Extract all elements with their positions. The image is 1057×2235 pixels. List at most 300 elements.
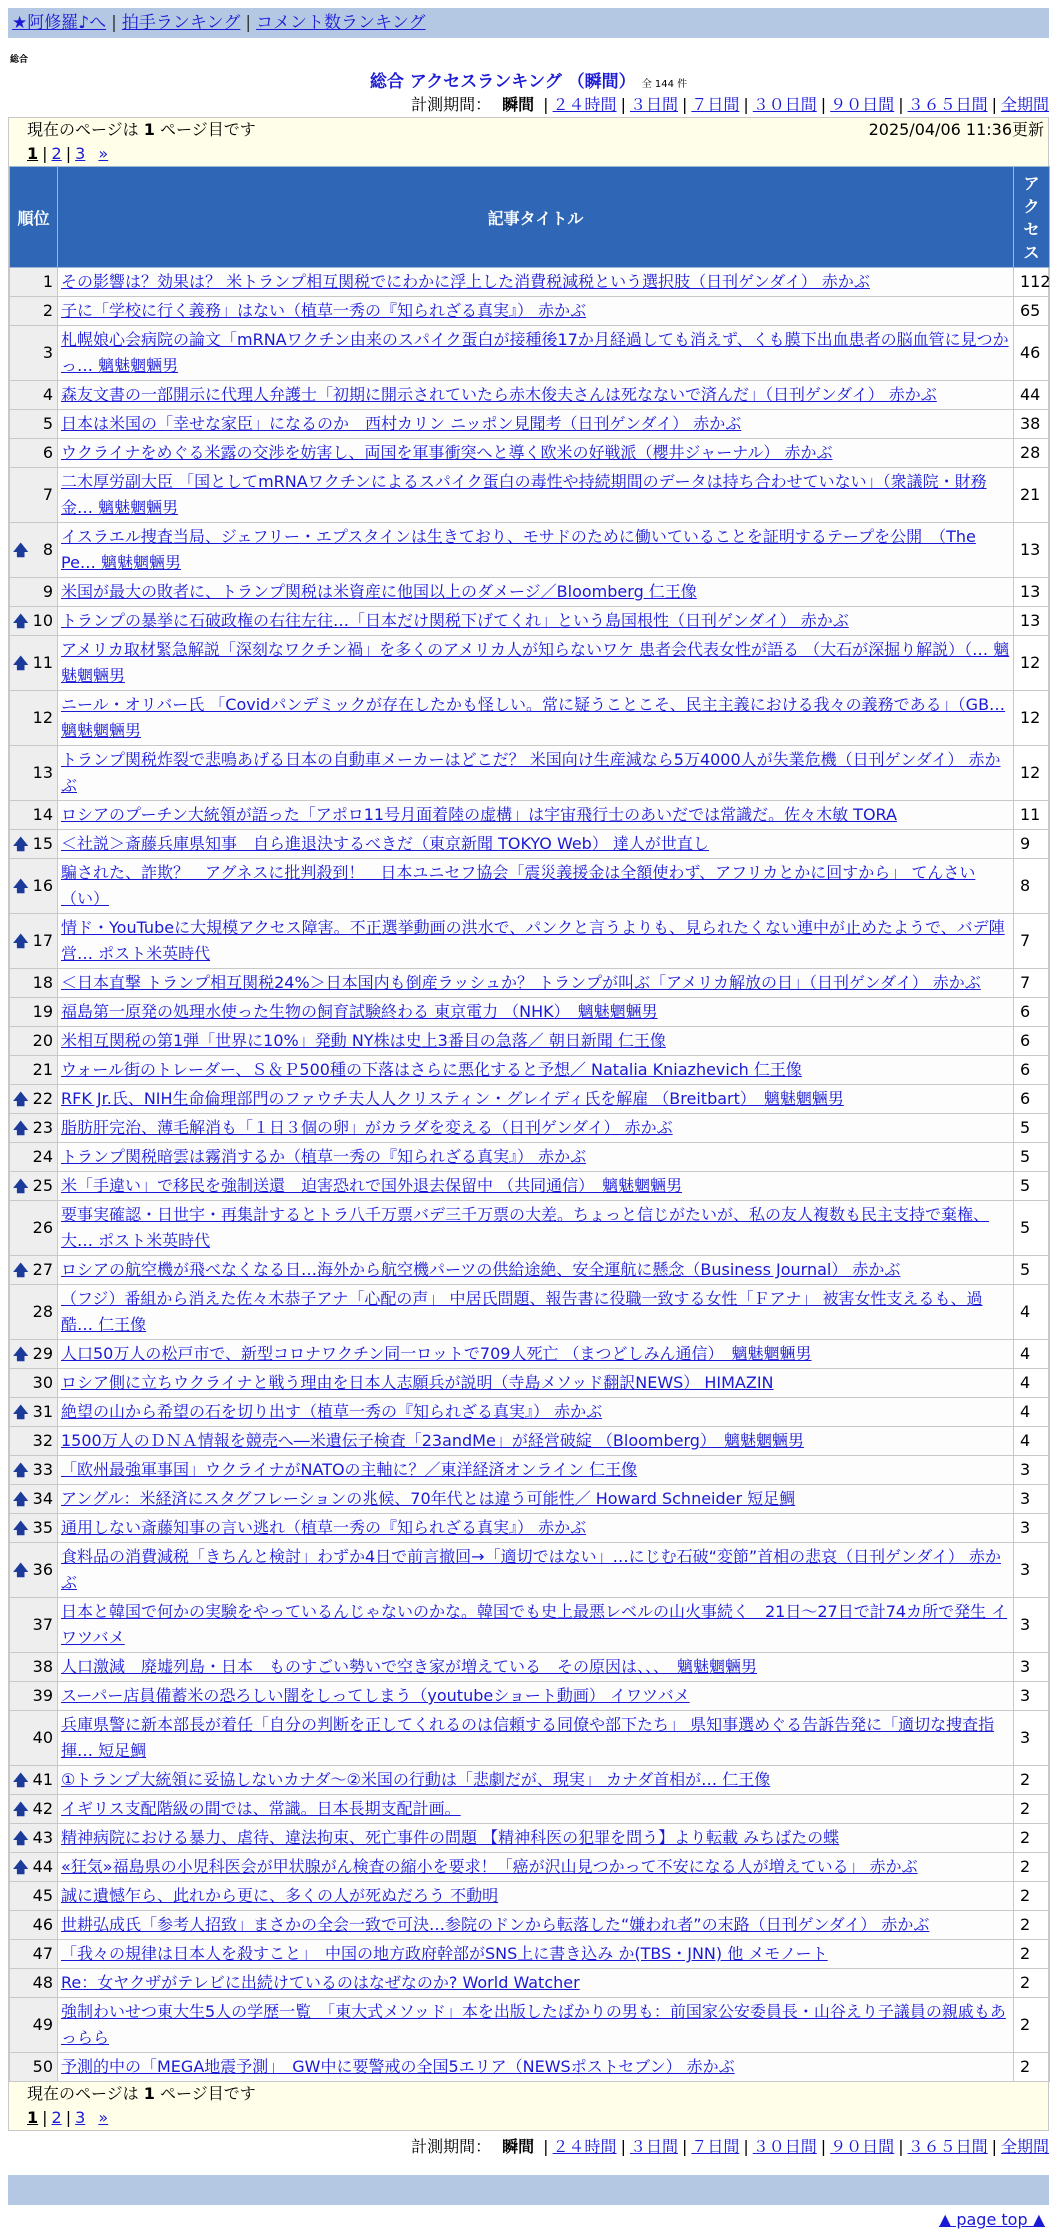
period-link[interactable]: ３日間: [629, 2137, 678, 2156]
rank-cell: [10, 2053, 58, 2082]
title-cell: [58, 1427, 1014, 1456]
rank-number: 49: [32, 2015, 53, 2034]
rank-cell: [10, 1598, 58, 1653]
up-arrow-icon: 🡅: [13, 877, 29, 895]
table-row: [10, 523, 1050, 578]
up-arrow-icon: 🡅: [13, 1177, 29, 1195]
up-arrow-icon: 🡅: [13, 1490, 29, 1508]
rank-cell: [10, 381, 58, 410]
article-link[interactable]: 子に「学校に行く義務」はない（植草一秀の『知られざる真実』） 赤かぶ: [61, 301, 587, 320]
next-page-link[interactable]: »: [98, 144, 109, 163]
page-link[interactable]: 2: [51, 144, 62, 163]
article-link[interactable]: 日本は米国の「幸せな家臣」になるのか 西村カリン ニッポン見聞考（日刊ゲンダイ） 赤かぶ: [61, 414, 742, 433]
rank-cell: [10, 969, 58, 998]
article-link[interactable]: ウォール街のトレーダー、Ｓ＆Ｐ500種の下落はさらに悪化すると予想／ Natalia Kniazhevich 仁王像: [61, 1060, 802, 1079]
article-link[interactable]: 騙された、詐欺？ アグネスに批判殺到！ 日本ユニセフ協会「震災義援金は全額使わず、アフリカとかに回すから」 てんさい（い）: [61, 863, 976, 908]
period-link[interactable]: 全期間: [1000, 2137, 1049, 2156]
footer-bar: [8, 2175, 1049, 2205]
article-link[interactable]: 予測的中の「MEGA地震予測」 GW中に要警戒の全国5エリア（NEWSポストセブン） 赤かぶ: [61, 2057, 735, 2076]
rank-number: 7: [42, 485, 53, 504]
title-cell: [58, 1598, 1014, 1653]
access-count: 2: [1014, 1911, 1050, 1940]
title-cell: [58, 1143, 1014, 1172]
article-link[interactable]: 米国が最大の敗者に、トランプ関税は米資産に他国以上のダメージ／Bloomberg 仁王像: [61, 582, 697, 601]
article-link[interactable]: ロシアの航空機が飛べなくなる日…海外から航空機パーツの供給途絶、安全運航に懸念（Business Journal） 赤かぶ: [61, 1260, 901, 1279]
home-link[interactable]: ★阿修羅♪へ: [12, 13, 107, 33]
title-cell: [58, 1682, 1014, 1711]
access-count: 2: [1014, 1998, 1050, 2053]
rank-number: 50: [32, 2057, 53, 2076]
access-count: 2: [1014, 1969, 1050, 1998]
rank-number: 37: [32, 1615, 53, 1634]
access-count: 3: [1014, 1485, 1050, 1514]
access-count: 13: [1014, 578, 1050, 607]
page-current: 1: [27, 2108, 39, 2127]
separator: |: [898, 2137, 904, 2156]
page-link[interactable]: 2: [51, 2108, 62, 2127]
rank-cell: [10, 636, 58, 691]
access-count: 4: [1014, 1369, 1050, 1398]
rank-number: 30: [32, 1373, 53, 1392]
separator: |: [898, 95, 904, 114]
access-count: 5: [1014, 1256, 1050, 1285]
rank-cell: [10, 1998, 58, 2053]
article-link[interactable]: 情ド・YouTubeに大規模アクセス障害。不正選挙動画の洪水で、パンクと言うよりも、見られたくない連中が止めたようで、バデ陣営… ポスト米英時代: [61, 918, 1005, 963]
table-row: [10, 691, 1050, 746]
rank-number: 6: [42, 443, 53, 462]
table-row: [10, 801, 1050, 830]
article-link[interactable]: «狂気»福島県の小児科医会が甲状腺がん検査の縮小を要求！「癌が沢山見つかって不安になる人が増えている」 赤かぶ: [61, 1857, 918, 1876]
table-row: [10, 1085, 1050, 1114]
title-cell: [58, 1369, 1014, 1398]
access-count: 4: [1014, 1427, 1050, 1456]
rank-cell: [10, 1427, 58, 1456]
table-row: [10, 969, 1050, 998]
title-cell: [58, 1172, 1014, 1201]
table-row: [10, 1824, 1050, 1853]
period-link[interactable]: ３日間: [629, 95, 678, 114]
rank-number: 16: [32, 876, 53, 895]
rank-number: 18: [32, 973, 53, 992]
rank-cell: [10, 1824, 58, 1853]
access-count: 65: [1014, 297, 1050, 326]
table-row: [10, 1285, 1050, 1340]
article-link[interactable]: 食料品の消費減税「きちんと検討」わずか4日で前言撤回→「適切ではない」…にじむ石破“変節”首相の悲哀（日刊ゲンダイ） 赤かぶ: [61, 1547, 1001, 1592]
separator: |: [743, 95, 749, 114]
article-link[interactable]: 世耕弘成氏「参考人招致」まさかの全会一致で可決…参院のドンから転落した“嫌われ者”の末路（日刊ゲンダイ） 赤かぶ: [61, 1915, 930, 1934]
title-cell: [58, 1256, 1014, 1285]
table-row: [10, 1027, 1050, 1056]
table-row: [10, 326, 1050, 381]
title-cell: [58, 1766, 1014, 1795]
article-link[interactable]: 人口50万人の松戸市で、新型コロナワクチン同一ロットで709人死亡 （まつどしみん通信） 魑魅魍魎男: [61, 1344, 812, 1363]
title-cell: [58, 1940, 1014, 1969]
title-cell: [58, 381, 1014, 410]
rank-number: 36: [32, 1560, 53, 1579]
rank-cell: [10, 801, 58, 830]
rank-cell: [10, 1285, 58, 1340]
applause-ranking-link[interactable]: 拍手ランキング: [121, 13, 241, 33]
article-link[interactable]: 米相互関税の第1弾「世界に10%」発動 NY株は史上3番目の急落／ 朝日新聞 仁王像: [61, 1031, 666, 1050]
access-count: 5: [1014, 1172, 1050, 1201]
rank-cell: [10, 1969, 58, 1998]
table-row: [10, 1485, 1050, 1514]
rank-number: 29: [32, 1344, 53, 1363]
up-arrow-icon: 🡅: [13, 1519, 29, 1537]
article-link[interactable]: アメリカ取材緊急解説「深刻なワクチン禍」を多くのアメリカ人が知らないワケ 患者会代表女性が語る （大石が深掘り解説）（… 魑魅魍魎男: [61, 640, 1010, 685]
title-cell: [58, 1824, 1014, 1853]
access-count: 13: [1014, 523, 1050, 578]
title-cell: [58, 268, 1014, 297]
separator: |: [991, 95, 997, 114]
period-link[interactable]: ２４時間: [552, 95, 617, 114]
article-link[interactable]: 日本と韓国で何かの実験をやっているんじゃないのかな。韓国でも史上最悪レベルの山火事続く 21日〜27日で計74カ所で発生 イワツバメ: [61, 1602, 1008, 1647]
current-page-text: 現在のページは 1 ページ目です: [27, 120, 256, 139]
rank-number: 45: [32, 1886, 53, 1905]
rank-number: 8: [42, 540, 53, 559]
table-row: [10, 1256, 1050, 1285]
table-row: [10, 1456, 1050, 1485]
article-link[interactable]: Re：女ヤクザがテレビに出続けているのはなぜなのか? World Watcher: [61, 1973, 580, 1992]
rank-cell: [10, 1114, 58, 1143]
access-count: 46: [1014, 326, 1050, 381]
rank-number: 25: [32, 1176, 53, 1195]
article-link[interactable]: スーパー店員備蓄米の恐ろしい闇をしってしまう（youtubeショート動画） イワツバメ: [61, 1686, 690, 1705]
article-link[interactable]: 1500万人のＤＮＡ情報を競売へ―米遺伝子検査「23andMe」が経営破綻 （Bloomberg） 魑魅魍魎男: [61, 1431, 804, 1450]
article-link[interactable]: 脂肪肝完治、薄毛解消も「１日３個の卵」がカラダを変える（日刊ゲンダイ） 赤かぶ: [61, 1118, 673, 1137]
page-link[interactable]: 3: [75, 144, 86, 163]
period-link[interactable]: ９０日間: [830, 2137, 895, 2156]
rank-cell: [10, 297, 58, 326]
access-header: アクセス: [1014, 167, 1050, 268]
rank-cell: [10, 1456, 58, 1485]
rank-number: 1: [42, 272, 53, 291]
up-arrow-icon: 🡅: [13, 1771, 29, 1789]
article-link[interactable]: 絶望の山から希望の石を切り出す（植草一秀の『知られざる真実』） 赤かぶ: [61, 1402, 603, 1421]
title-cell: [58, 746, 1014, 801]
title-cell: [58, 1543, 1014, 1598]
title-cell: [58, 1853, 1014, 1882]
article-link[interactable]: 誠に遺憾乍ら、此れから更に、多くの人が死ぬだろう 不動明: [61, 1886, 499, 1905]
article-link[interactable]: 人口激減 廃墟列島・日本 ものすごい勢いで空き家が増えている その原因は、、、 魑魅魍魎男: [61, 1657, 758, 1676]
rank-cell: [10, 439, 58, 468]
title-cell: [58, 1456, 1014, 1485]
separator: |: [620, 2137, 626, 2156]
rank-number: 26: [32, 1218, 53, 1237]
rank-cell: [10, 1911, 58, 1940]
rank-number: 31: [32, 1402, 53, 1421]
article-link[interactable]: 兵庫県警に新本部長が着任「自分の判断を正してくれるのは信頼する同僚や部下たち」 県知事選めぐる告訴告発に「適切な捜査指揮… 短足鯛: [61, 1715, 995, 1760]
table-row: [10, 859, 1050, 914]
rank-cell: [10, 998, 58, 1027]
rank-number: 38: [32, 1657, 53, 1676]
rank-cell: [10, 1682, 58, 1711]
access-count: 21: [1014, 468, 1050, 523]
article-link[interactable]: 通用しない斎藤知事の言い逃れ（植草一秀の『知られざる真実』） 赤かぶ: [61, 1518, 587, 1537]
access-count: 12: [1014, 746, 1050, 801]
access-count: 9: [1014, 830, 1050, 859]
title-cell: [58, 1027, 1014, 1056]
rank-cell: [10, 410, 58, 439]
page-info-top: [9, 118, 1048, 166]
article-link[interactable]: 「欧州最強軍事国」ウクライナがNATOの主軸に？／東洋経済オンライン 仁王像: [61, 1460, 638, 1479]
up-arrow-icon: 🡅: [13, 612, 29, 630]
period-current: 瞬間: [502, 95, 535, 114]
table-row: [10, 578, 1050, 607]
title-cell: [58, 969, 1014, 998]
rank-number: 44: [32, 1857, 53, 1876]
title-cell: [58, 1485, 1014, 1514]
rank-cell: [10, 268, 58, 297]
period-link[interactable]: ２４時間: [552, 2137, 617, 2156]
rank-cell: [10, 1711, 58, 1766]
article-link[interactable]: ①トランプ大統領に妥協しないカナダ〜②米国の行動は「悲劇だが、現実」 カナダ首相が… 仁王像: [61, 1770, 771, 1789]
access-count: 2: [1014, 1882, 1050, 1911]
rank-number: 21: [32, 1060, 53, 1079]
access-count: 2: [1014, 1795, 1050, 1824]
access-count: 28: [1014, 439, 1050, 468]
up-arrow-icon: 🡅: [13, 1561, 29, 1579]
separator: |: [991, 2137, 997, 2156]
article-link[interactable]: ロシア側に立ちウクライナと戦う理由を日本人志願兵が説明（寺島メソッド翻訳NEWS） HIMAZIN: [61, 1373, 774, 1392]
rank-cell: [10, 1940, 58, 1969]
comment-ranking-link[interactable]: コメント数ランキング: [256, 13, 426, 33]
article-link[interactable]: ＜社説＞斎藤兵庫県知事 自ら進退決するべきだ（東京新聞 TOKYO Web） 達人が世直し: [61, 834, 709, 853]
table-row: [10, 1114, 1050, 1143]
article-link[interactable]: トランプ関税炸裂で悲鳴あげる日本の自動車メーカーはどこだ？ 米国向け生産減なら5万4000人が失業危機（日刊ゲンダイ） 赤かぶ: [61, 750, 1001, 795]
page-info-bottom: [9, 2082, 1048, 2130]
page-link[interactable]: 3: [75, 2108, 86, 2127]
separator: |: [111, 13, 117, 33]
access-count: 3: [1014, 1456, 1050, 1485]
title-cell: [58, 1514, 1014, 1543]
rank-number: 5: [42, 414, 53, 433]
access-count: 44: [1014, 381, 1050, 410]
rank-cell: [10, 1543, 58, 1598]
separator: |: [543, 95, 549, 114]
table-row: [10, 636, 1050, 691]
article-link[interactable]: RFK Jr.氏、NIH生命倫理部門のファウチ夫人人クリスティン・グレイディ氏を解雇 （Breitbart） 魑魅魍魎男: [61, 1089, 844, 1108]
rank-cell: [10, 1882, 58, 1911]
title-cell: [58, 607, 1014, 636]
article-link[interactable]: その影響は？効果は？ 米トランプ相互関税でにわかに浮上した消費税減税という選択肢（日刊ゲンダイ） 赤かぶ: [61, 272, 870, 291]
article-link[interactable]: 要事実確認・日世宇・再集計するとトラ八千万票バデ三千万票の大差。ちょっと信じがたいが、私の友人複数も民主支持で棄権、大… ポスト米英時代: [61, 1205, 990, 1250]
up-arrow-icon: 🡅: [13, 835, 29, 853]
page-current: 1: [27, 144, 39, 163]
table-row: [10, 1427, 1050, 1456]
title-cell: [58, 1998, 1014, 2053]
page-title: [8, 71, 1049, 93]
rank-number: 47: [32, 1944, 53, 1963]
title-cell: [58, 468, 1014, 523]
period-links: [539, 95, 1049, 114]
table-row: [10, 746, 1050, 801]
period-link[interactable]: ７日間: [691, 95, 740, 114]
article-link[interactable]: ウクライナをめぐる米露の交渉を妨害し、両国を軍事衝突へと導く欧米の好戦派（櫻井ジャーナル） 赤かぶ: [61, 443, 833, 462]
up-arrow-icon: 🡅: [13, 1119, 29, 1137]
rank-number: 35: [32, 1518, 53, 1537]
rank-cell: [10, 1085, 58, 1114]
access-count: 3: [1014, 1543, 1050, 1598]
rank-number: 28: [32, 1302, 53, 1321]
rank-cell: [10, 1256, 58, 1285]
table-row: [10, 1969, 1050, 1998]
table-row: [10, 1598, 1050, 1653]
page-top-link[interactable]: ▲ page top ▲: [938, 2210, 1045, 2229]
access-count: 8: [1014, 859, 1050, 914]
rank-number: 11: [32, 653, 53, 672]
period-link[interactable]: ７日間: [691, 2137, 740, 2156]
separator: |: [620, 95, 626, 114]
article-link[interactable]: 二木厚労副大臣 「国としてmRNAワクチンによるスパイク蛋白の毒性や持続期間のデータは持ち合わせていない」（衆議院・財務金… 魑魅魍魎男: [61, 472, 987, 517]
rank-cell: [10, 830, 58, 859]
title-cell: [58, 523, 1014, 578]
rank-number: 23: [32, 1118, 53, 1137]
rank-cell: [10, 607, 58, 636]
period-label: 計測期間：: [411, 95, 492, 114]
up-arrow-icon: 🡅: [13, 1261, 29, 1279]
article-link[interactable]: トランプの暴挙に石破政権の右往左往…「日本だけ関税下げてくれ」という島国根性（日刊ゲンダイ） 赤かぶ: [61, 611, 849, 630]
article-link[interactable]: 札幌娘心会病院の論文「mRNAワクチン由来のスパイク蛋白が接種後17か月経過しても消えず、くも膜下出血患者の脳血管に見つかっ… 魑魅魍魎男: [61, 330, 1009, 375]
access-count: 7: [1014, 914, 1050, 969]
title-cell: [58, 1085, 1014, 1114]
title-cell: [58, 914, 1014, 969]
separator: |: [820, 95, 827, 114]
rank-cell: [10, 1485, 58, 1514]
up-arrow-icon: 🡅: [13, 1461, 29, 1479]
rank-cell: [10, 1853, 58, 1882]
table-row: [10, 439, 1050, 468]
title-cell: [58, 1795, 1014, 1824]
access-count: 3: [1014, 1598, 1050, 1653]
title-cell: [58, 1201, 1014, 1256]
article-link[interactable]: 強制わいせつ東大生5人の学歴一覧 「東大式メソッド」本を出版したばかりの男も：前国家公安委員長・山谷えり子議員の親戚もあっらら: [61, 2002, 1006, 2047]
separator: |: [65, 144, 72, 163]
separator: |: [681, 2137, 688, 2156]
rank-number: 2: [42, 301, 53, 320]
title-cell: [58, 636, 1014, 691]
title-cell: [58, 1969, 1014, 1998]
period-link[interactable]: ９０日間: [830, 95, 895, 114]
page-top-row: [8, 2205, 1049, 2235]
separator: |: [543, 2137, 549, 2156]
title-cell: [58, 297, 1014, 326]
rank-cell: [10, 859, 58, 914]
separator: |: [681, 95, 688, 114]
article-link[interactable]: 福島第一原発の処理水使った生物の飼育試験終わる 東京電力 （NHK） 魑魅魍魎男: [61, 1002, 658, 1021]
pagination: [27, 142, 1044, 166]
title-cell: [58, 1398, 1014, 1427]
article-link[interactable]: 米「手違い」で移民を強制送還 迫害恐れで国外退去保留中 （共同通信） 魑魅魍魎男: [61, 1176, 683, 1195]
period-link[interactable]: ３６５日間: [907, 2137, 988, 2156]
access-count: 3: [1014, 1514, 1050, 1543]
access-count: 4: [1014, 1340, 1050, 1369]
rank-number: 4: [42, 385, 53, 404]
rank-cell: [10, 1398, 58, 1427]
access-count: 3: [1014, 1682, 1050, 1711]
access-count: 2: [1014, 1853, 1050, 1882]
title-cell: [58, 1882, 1014, 1911]
separator: |: [42, 2108, 48, 2127]
article-link[interactable]: 「我々の規律は日本人を殺すこと」 中国の地方政府幹部がSNS上に書き込み か(TBS・JNN) 他 メモノート: [61, 1944, 828, 1963]
rank-number: 32: [32, 1431, 53, 1450]
table-row: [10, 1653, 1050, 1682]
rank-number: 24: [32, 1147, 53, 1166]
title-cell: [58, 1114, 1014, 1143]
period-link[interactable]: ３０日間: [752, 95, 817, 114]
current-page-text: 現在のページは 1 ページ目です: [27, 2084, 256, 2103]
article-link[interactable]: ＜日本直撃 トランプ相互関税24%＞日本国内も倒産ラッシュか？ トランプが叫ぶ「アメリカ解放の日」（日刊ゲンダイ） 赤かぶ: [61, 973, 981, 992]
access-count: 3: [1014, 1653, 1050, 1682]
rank-number: 3: [42, 343, 53, 362]
up-arrow-icon: 🡅: [13, 541, 29, 559]
title-cell: [58, 2053, 1014, 2082]
up-arrow-icon: 🡅: [13, 932, 29, 950]
title-header: 記事タイトル: [58, 167, 1014, 268]
next-page-link[interactable]: »: [98, 2108, 109, 2127]
article-link[interactable]: 精神病院における暴力、虐待、違法拘束、死亡事件の問題 【精神科医の犯罪を問う】より転載 みちばたの蝶: [61, 1828, 840, 1847]
separator: |: [65, 2108, 72, 2127]
table-row: [10, 1340, 1050, 1369]
rank-cell: [10, 1795, 58, 1824]
rank-cell: [10, 1514, 58, 1543]
rank-number: 48: [32, 1973, 53, 1992]
title-cell: [58, 1056, 1014, 1085]
rank-number: 42: [32, 1799, 53, 1818]
article-link[interactable]: ロシアのプーチン大統領が語った「アポロ11号月面着陸の虚構」は宇宙飛行士のあいだでは常識だ。佐々木敏 TORA: [61, 805, 897, 824]
access-count: 5: [1014, 1143, 1050, 1172]
rank-number: 13: [32, 763, 53, 782]
rank-cell: [10, 1027, 58, 1056]
up-arrow-icon: 🡅: [13, 1090, 29, 1108]
table-row: [10, 1853, 1050, 1882]
article-link[interactable]: 森友文書の一部開示に代理人弁護士「初期に開示されていたら赤木俊夫さんは死なないで済んだ」（日刊ゲンダイ） 赤かぶ: [61, 385, 937, 404]
article-link[interactable]: イギリス支配階級の間では、常識。日本長期支配計画。: [61, 1799, 461, 1818]
table-row: [10, 1514, 1050, 1543]
article-link[interactable]: イスラエル捜査当局、ジェフリー・エプスタインは生きており、モサドのために働いていることを証明するテープを公開 （The Pe… 魑魅魍魎男: [61, 527, 976, 572]
period-link[interactable]: ３０日間: [752, 2137, 817, 2156]
table-row: [10, 410, 1050, 439]
separator: |: [743, 2137, 749, 2156]
total-count: 全 144 件: [641, 79, 688, 90]
title-cell: [58, 1285, 1014, 1340]
article-link[interactable]: ニール・オリバー氏 「Covidパンデミックが存在したかも怪しい。常に疑うことこそ、民主主義における我々の義務である」（GB… 魑魅魍魎男: [61, 695, 1006, 740]
rank-number: 9: [42, 582, 53, 601]
table-row: [10, 1940, 1050, 1969]
article-link[interactable]: アングル：米経済にスタグフレーションの兆候、70年代とは違う可能性／ Howard Schneider 短足鯛: [61, 1489, 796, 1508]
table-row: [10, 297, 1050, 326]
rank-cell: [10, 746, 58, 801]
period-link[interactable]: ３６５日間: [907, 95, 988, 114]
access-count: 112: [1014, 268, 1050, 297]
period-link[interactable]: 全期間: [1000, 95, 1049, 114]
category-label: 総合: [10, 55, 29, 65]
rank-cell: [10, 1172, 58, 1201]
access-count: 12: [1014, 636, 1050, 691]
table-row: [10, 914, 1050, 969]
table-row: [10, 607, 1050, 636]
access-count: 13: [1014, 607, 1050, 636]
rank-cell: [10, 1653, 58, 1682]
table-row: [10, 1795, 1050, 1824]
article-link[interactable]: （フジ）番組から消えた佐々木恭子アナ「心配の声」 中居氏問題、報告書に役職一致する女性「Ｆアナ」 被害女性支えるも、過酷… 仁王像: [61, 1289, 983, 1334]
rank-number: 34: [32, 1489, 53, 1508]
rank-header: 順位: [10, 167, 58, 268]
title-cell: [58, 1340, 1014, 1369]
table-row: [10, 1682, 1050, 1711]
article-link[interactable]: トランプ関税暗雲は霧消するか（植草一秀の『知られざる真実』） 赤かぶ: [61, 1147, 587, 1166]
rank-number: 41: [32, 1770, 53, 1789]
